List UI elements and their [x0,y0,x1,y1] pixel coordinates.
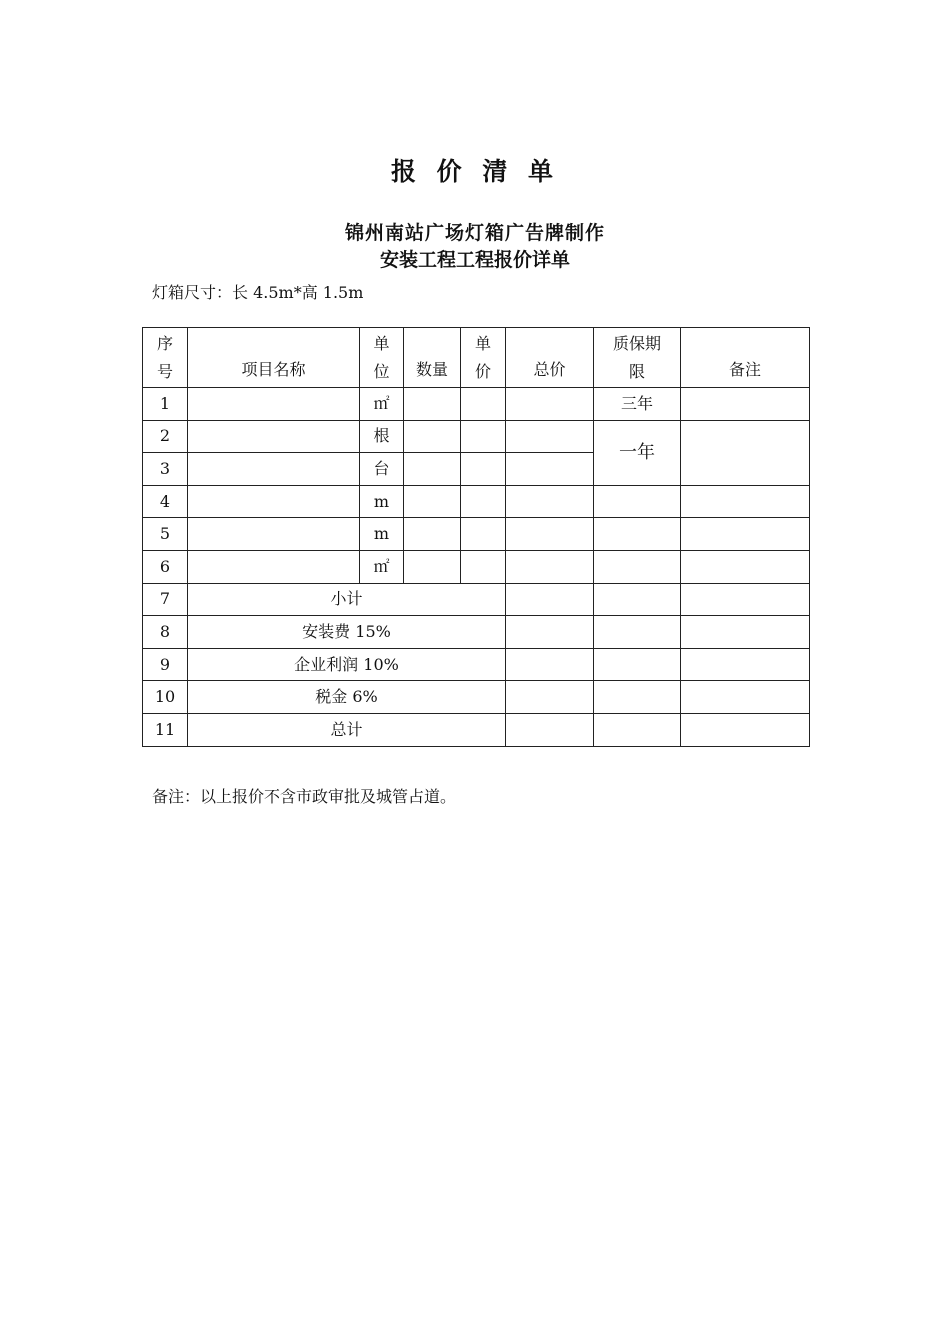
summary-row-installation [143,616,810,649]
row-no: 10 [143,681,188,714]
header-total-price: 总价 [506,328,594,388]
remark-cell [681,648,810,681]
header-remark: 备注 [681,328,810,388]
row-no: 9 [143,648,188,681]
total-cell [506,681,594,714]
item-name-cell [188,550,360,583]
qty-cell [404,550,461,583]
price-cell [461,453,506,486]
header-item-name: 项目名称 [188,328,360,388]
remark-cell [681,550,810,583]
unit-cell: m [360,485,404,518]
summary-row-profit [143,648,810,681]
item-name-cell [188,388,360,421]
unit-cell: ㎡ [360,550,404,583]
document-title: 报 价 清 单 [390,157,560,186]
summary-label: 总计 [188,713,506,746]
table-row [143,518,810,551]
item-name-cell [188,453,360,486]
warranty-cell [594,485,681,518]
header-no: 序 号 [143,328,188,388]
item-name-cell [188,420,360,453]
remark-cell [681,518,810,551]
quote-table [142,327,810,747]
summary-row-grand-total [143,713,810,746]
table-row [143,485,810,518]
price-cell [461,485,506,518]
warranty-cell [594,518,681,551]
footnote: 备注：以上报价不含市政审批及城管占道。 [152,787,457,806]
row-no: 11 [143,713,188,746]
qty-cell [404,485,461,518]
row-no: 5 [143,518,188,551]
warranty-cell [594,681,681,714]
unit-cell: 台 [360,453,404,486]
total-cell [506,420,594,453]
item-name-cell [188,518,360,551]
summary-label: 税金 6% [188,681,506,714]
summary-label: 安装费 15% [188,616,506,649]
price-cell [461,518,506,551]
total-cell [506,583,594,616]
remark-cell [681,713,810,746]
header-warranty: 质保期 限 [594,328,681,388]
unit-cell: ㎡ [360,388,404,421]
summary-label: 小计 [188,583,506,616]
summary-label: 企业利润 10% [188,648,506,681]
table-row [143,420,810,453]
remark-cell [681,681,810,714]
total-cell [506,388,594,421]
qty-cell [404,453,461,486]
price-cell [461,388,506,421]
project-title-line2: 安装工程工程报价详单 [379,249,570,271]
total-cell [506,616,594,649]
warranty-cell [594,550,681,583]
summary-row-tax [143,681,810,714]
row-no: 6 [143,550,188,583]
remark-cell [681,485,810,518]
row-no: 8 [143,616,188,649]
qty-cell [404,388,461,421]
price-cell [461,550,506,583]
row-no: 2 [143,420,188,453]
warranty-cell [594,616,681,649]
header-quantity: 数量 [404,328,461,388]
unit-cell: 根 [360,420,404,453]
total-cell [506,648,594,681]
remark-cell [681,420,810,485]
row-no: 1 [143,388,188,421]
total-cell [506,453,594,486]
warranty-cell [594,648,681,681]
warranty-cell: 一年 [594,420,681,485]
warranty-cell [594,713,681,746]
header-unit-price: 单 价 [461,328,506,388]
total-cell [506,518,594,551]
unit-cell: m [360,518,404,551]
row-no: 7 [143,583,188,616]
lightbox-size: 灯箱尺寸：长 4.5m*高 1.5m [152,283,364,302]
remark-cell [681,583,810,616]
table-header-row [143,328,810,388]
remark-cell [681,616,810,649]
row-no: 3 [143,453,188,486]
table-row [143,388,810,421]
total-cell [506,713,594,746]
summary-row-subtotal [143,583,810,616]
qty-cell [404,518,461,551]
total-cell [506,550,594,583]
price-cell [461,420,506,453]
item-name-cell [188,485,360,518]
header-unit: 单 位 [360,328,404,388]
project-title-line1: 锦州南站广场灯箱广告牌制作 [344,222,605,244]
table-row [143,550,810,583]
warranty-cell: 三年 [594,388,681,421]
total-cell [506,485,594,518]
row-no: 4 [143,485,188,518]
remark-cell [681,388,810,421]
warranty-cell [594,583,681,616]
qty-cell [404,420,461,453]
